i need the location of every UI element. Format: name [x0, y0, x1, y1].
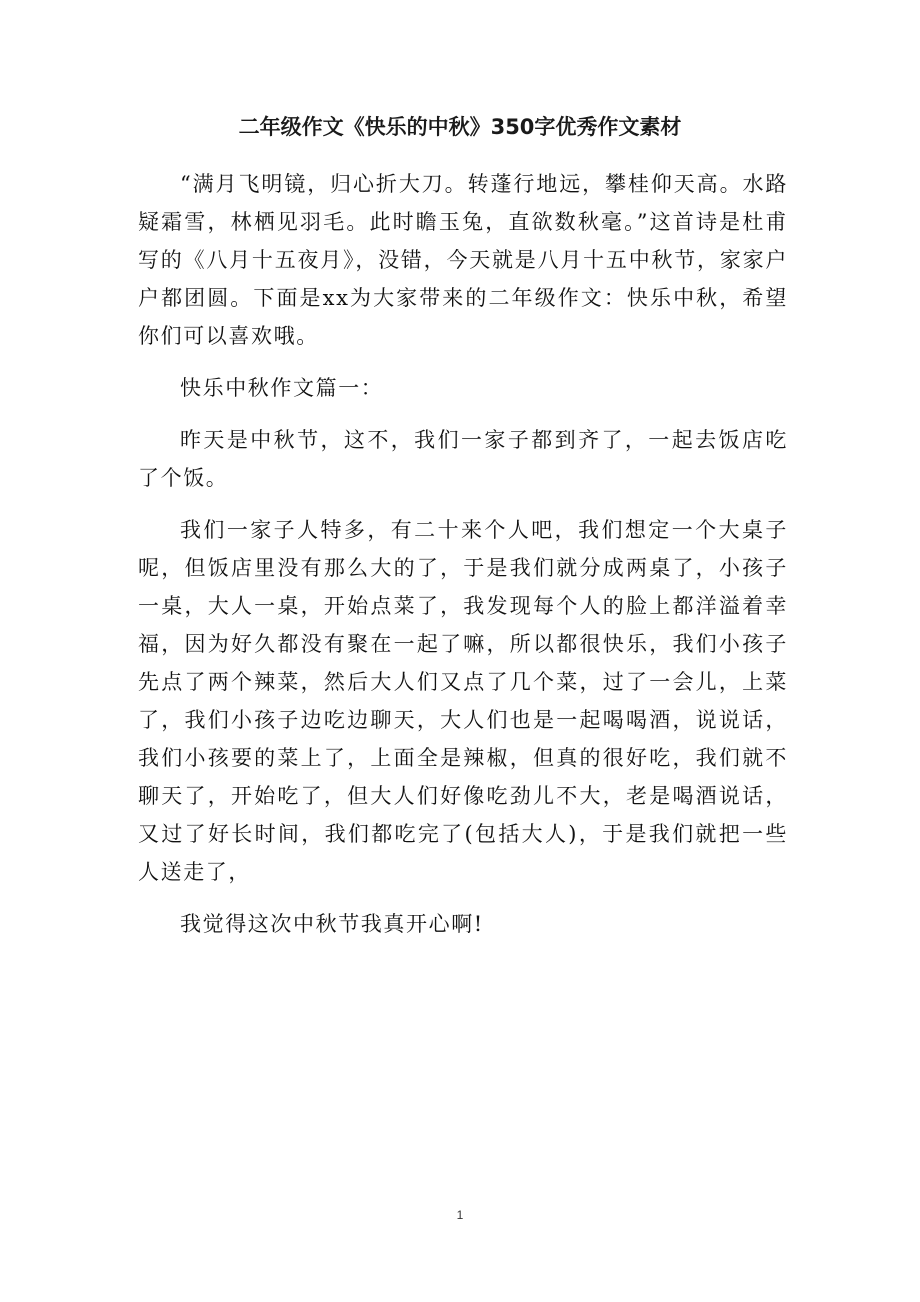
document-title: 二年级作文《快乐的中秋》350字优秀作文素材 — [238, 115, 682, 139]
paragraph-yesterday: 昨天是中秋节，这不，我们一家子都到齐了，一起去饭店吃了个饭。 — [138, 428, 788, 490]
paragraph-family-dinner: 我们一家子人特多，有二十来个人吧，我们想定一个大桌子呢，但饭店里没有那么大的了，于是我们就分成两桌了，小孩子一桌，大人一桌，开始点菜了，我发现每个人的脸上都洋溢着幸福，因为好久都没有聚在一起了嘛，所以都很快乐，我们小孩子先点了两个辣菜，然后大人们又点了几个菜，过了一会儿，上菜了，我们小孩子边吃边聊天，大人们也是一起喝喝酒，说说话，我们小孩要的菜上了，上面全是辣椒，但真的很好吃，我们就不聊天了，开始吃了，但大人们好像吃劲儿不大，老是喝酒说话，又过了好长时间，我们都吃完了(包括大人)，于是我们就把一些人送走了， — [138, 518, 788, 884]
paragraph-conclusion: 我觉得这次中秋节我真开心啊! — [180, 912, 484, 936]
page-number: 1 — [456, 1208, 464, 1222]
paragraph-intro: “满月飞明镜，归心折大刀。转蓬行地远，攀桂仰天高。水路疑霜雪，林栖见羽毛。此时瞻玉兔，直欲数秋毫。”这首诗是杜甫写的《八月十五夜月》，没错，今天就是八月十五中秋节，家家户户都团圆。下面是xx为大家带来的二年级作文：快乐中秋，希望你们可以喜欢哦。 — [138, 172, 788, 348]
document-body — [138, 165, 788, 957]
paragraph-section-heading: 快乐中秋作文篇一： — [180, 376, 384, 400]
